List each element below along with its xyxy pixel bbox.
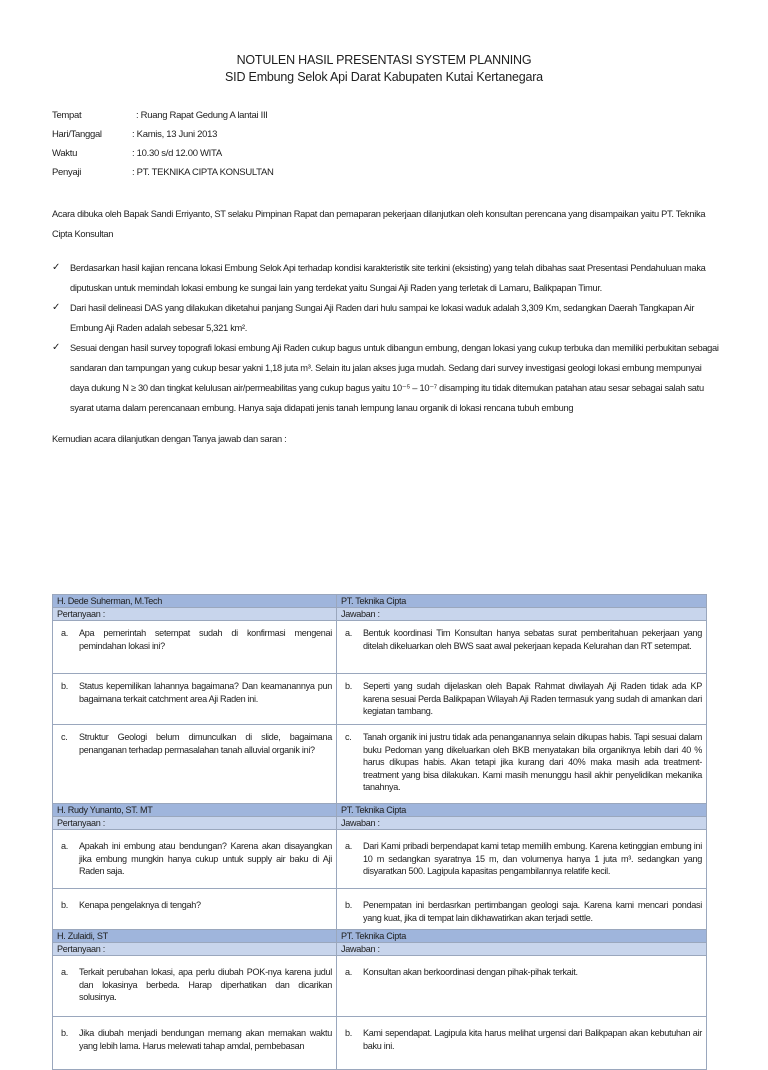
responder-name: PT. Teknika Cipta: [337, 804, 707, 817]
item-label: b.: [345, 1028, 352, 1038]
qa-column-header: [53, 943, 707, 956]
bullet-item: [52, 258, 722, 298]
asker-name: H. Rudy Yunanto, ST. MT: [53, 804, 337, 817]
qa-column-header: [53, 817, 707, 830]
table-row: [53, 674, 707, 725]
meta-value: : Ruang Rapat Gedung A lantai III: [136, 110, 268, 121]
qa-column-header: [53, 608, 707, 621]
question-cell: [53, 621, 337, 674]
checkmark-icon: ✓: [52, 262, 61, 273]
answer-cell: [337, 674, 707, 725]
answer-cell: [337, 956, 707, 1017]
meta-value: : Kamis, 13 Juni 2013: [132, 129, 218, 140]
intro-paragraph: Acara dibuka oleh Bapak Sandi Erriyanto, ST selaku Pimpinan Rapat dan pemaparan pekerjaan dilanjutkan oleh konsultan perencana yang disampaikan yaitu PT. Teknika Cipta Konsultan: [52, 209, 706, 239]
table-row: [53, 621, 707, 674]
question-text: Jika diubah menjadi bendungan memang akan memakan waktu yang lebih lama. Harus melewati tahap amdal, pembebasan: [79, 1028, 332, 1051]
qa-section-header: [53, 930, 707, 943]
meta-label: Waktu: [52, 148, 78, 159]
answer-text: Tanah organik ini justru tidak ada penanganannya selain dikupas habis. Tapi sesuai dalam buku Pedoman yang dikeluarkan oleh BKB menyatakan bila organiknya lebih dari 40 % harus dikupas habis. Akan tetapi jika kurang dari 40% maka masih ada treatment-treatment yang bisa dilakukan. Kami masih menunggu hasil akhir penyelidikan mekanika tanahnya.: [363, 732, 702, 792]
meta-label: Hari/Tanggal: [52, 129, 102, 140]
item-label: c.: [61, 732, 68, 742]
meta-value: : PT. TEKNIKA CIPTA KONSULTAN: [132, 167, 274, 178]
checkmark-icon: ✓: [52, 302, 61, 313]
question-text: Terkait perubahan lokasi, apa perlu diubah POK-nya karena judul dan lokasinya berbeda. Harap diperhatikan dan dicarikan solusinya.: [79, 967, 332, 1002]
item-label: a.: [61, 841, 68, 851]
meta-label: Penyaji: [52, 167, 82, 178]
answer-text: Penempatan ini berdasrkan pertimbangan geologi saja. Karena kami mencari pondasi yang kuat, jika di tempat lain dikhawatirkan akan terjadi settle.: [363, 900, 702, 923]
question-header: Pertanyaan :: [53, 608, 337, 621]
item-label: c.: [345, 732, 352, 742]
bullet-item: [52, 298, 722, 338]
item-label: a.: [61, 628, 68, 638]
answer-header: Jawaban :: [337, 943, 707, 956]
question-header: Pertanyaan :: [53, 817, 337, 830]
item-label: a.: [345, 967, 352, 977]
bullet-item: [52, 338, 722, 418]
table-row: [53, 725, 707, 804]
answer-text: Dari Kami pribadi berpendapat kami tetap memilih embung. Karena ketinggian embung ini 10 m sedangkan syaratnya 15 m, dan volumenya hanya 1 juta m³. sedangkan yang disyaratkan 500. Lagipula kapasitas pengambilannya relatife kecil.: [363, 841, 702, 876]
question-header: Pertanyaan :: [53, 943, 337, 956]
table-row: [53, 889, 707, 930]
question-text: Apakah ini embung atau bendungan? Karena akan disayangkan jika embung mungkin hanya cukup untuk supply air baku di Aji Raden saja.: [79, 841, 332, 876]
item-label: a.: [61, 967, 68, 977]
bullet-text: Dari hasil delineasi DAS yang dilakukan diketahui panjang Sungai Aji Raden dari hulu sampai ke lokasi waduk adalah 3,309 Km, sedangkan Daerah Tangkapan Air Embung Aji Raden adalah sebesar 5,321 km².: [70, 303, 695, 333]
question-cell: [53, 830, 337, 889]
document-subtitle: SID Embung Selok Api Darat Kabupaten Kutai Kertanegara: [225, 70, 543, 84]
answer-text: Seperti yang sudah dijelaskan oleh Bapak Rahmat diwilayah Aji Raden tidak ada KP karena sesuai Perda Balikpapan Wilayah Aji Raden termasuk yang sudah di amankan dari kegiatan tambang.: [363, 681, 702, 716]
qa-table: [52, 594, 707, 1070]
item-label: b.: [345, 900, 352, 910]
answer-header: Jawaban :: [337, 608, 707, 621]
question-text: Apa pemerintah setempat sudah di konfirmasi mengenai pemindahan lokasi ini?: [79, 628, 332, 651]
answer-cell: [337, 621, 707, 674]
summary-bullet-list: [52, 258, 722, 418]
question-cell: [53, 889, 337, 930]
item-label: b.: [61, 900, 68, 910]
answer-text: Kami sependapat. Lagipula kita harus melihat urgensi dari Balikpapan akan kebutuhan air baku ini.: [363, 1028, 702, 1051]
answer-cell: [337, 830, 707, 889]
checkmark-icon: ✓: [52, 342, 61, 353]
bullet-text: Sesuai dengan hasil survey topografi lokasi embung Aji Raden cukup bagus untuk dibangun embung, dengan lokasi yang cukup terbuka dan memiliki perbukitan sebagai sandaran dan tampungan yang cukup besar yakni 1,18 juta m³. Selain itu jalan akses juga mudah. Sedang dari survey investigasi geologi lokasi embung mempunyai daya dukung N ≥ 30 dan tingkat kelulusan air/permeabilitas yang cukup bagus yaitu 10⁻⁵ – 10⁻⁷ disamping itu tidak ditemukan patahan atau sesar sebagai salah satu syarat utama dalam perencanaan embung. Hanya saja didapati jenis tanah lempung lanau organik di lokasi rencana tubuh embung: [70, 343, 719, 413]
answer-cell: [337, 1017, 707, 1070]
responder-name: PT. Teknika Cipta: [337, 595, 707, 608]
table-row: [53, 1017, 707, 1070]
answer-header: Jawaban :: [337, 817, 707, 830]
qa-section-header: [53, 804, 707, 817]
asker-name: H. Zulaidi, ST: [53, 930, 337, 943]
question-text: Status kepemilikan lahannya bagaimana? Dan keamanannya pun bagaimana terkait catchment area Aji Raden ini.: [79, 681, 332, 704]
asker-name: H. Dede Suherman, M.Tech: [53, 595, 337, 608]
item-label: b.: [61, 681, 68, 691]
qa-intro-text: Kemudian acara dilanjutkan dengan Tanya jawab dan saran :: [52, 434, 287, 444]
answer-cell: [337, 889, 707, 930]
answer-text: Konsultan akan berkoordinasi dengan pihak-pihak terkait.: [363, 967, 578, 977]
item-label: a.: [345, 628, 352, 638]
table-row: [53, 956, 707, 1017]
question-cell: [53, 1017, 337, 1070]
table-row: [53, 830, 707, 889]
qa-section-header: [53, 595, 707, 608]
item-label: b.: [61, 1028, 68, 1038]
bullet-text: Berdasarkan hasil kajian rencana lokasi Embung Selok Api terhadap kondisi karakteristik site terkini (eksisting) yang telah dibahas saat Presentasi Pendahuluan maka diputuskan untuk memindah lokasi embung ke sungai lain yang terdekat yaitu Sungai Aji Raden yang terletak di Lamaru, Balikpapan Timur.: [70, 263, 706, 293]
responder-name: PT. Teknika Cipta: [337, 930, 707, 943]
document-title: NOTULEN HASIL PRESENTASI SYSTEM PLANNING: [236, 53, 532, 67]
meta-value: : 10.30 s/d 12.00 WITA: [132, 148, 222, 159]
question-text: Kenapa pengelaknya di tengah?: [79, 900, 201, 910]
item-label: a.: [345, 841, 352, 851]
question-cell: [53, 725, 337, 804]
answer-text: Bentuk koordinasi Tim Konsultan hanya sebatas surat pemberitahuan pekerjaan yang ditelah dikeluarkan oleh BWS saat awal pekerjaan kepada Kelurahan dan RT setempat.: [363, 628, 702, 651]
question-text: Struktur Geologi belum dimunculkan di slide, bagaimana penanganan terhadap permasalahan tanah alluvial organik ini?: [79, 732, 332, 755]
item-label: b.: [345, 681, 352, 691]
meta-label: Tempat: [52, 110, 82, 121]
answer-cell: [337, 725, 707, 804]
question-cell: [53, 956, 337, 1017]
question-cell: [53, 674, 337, 725]
